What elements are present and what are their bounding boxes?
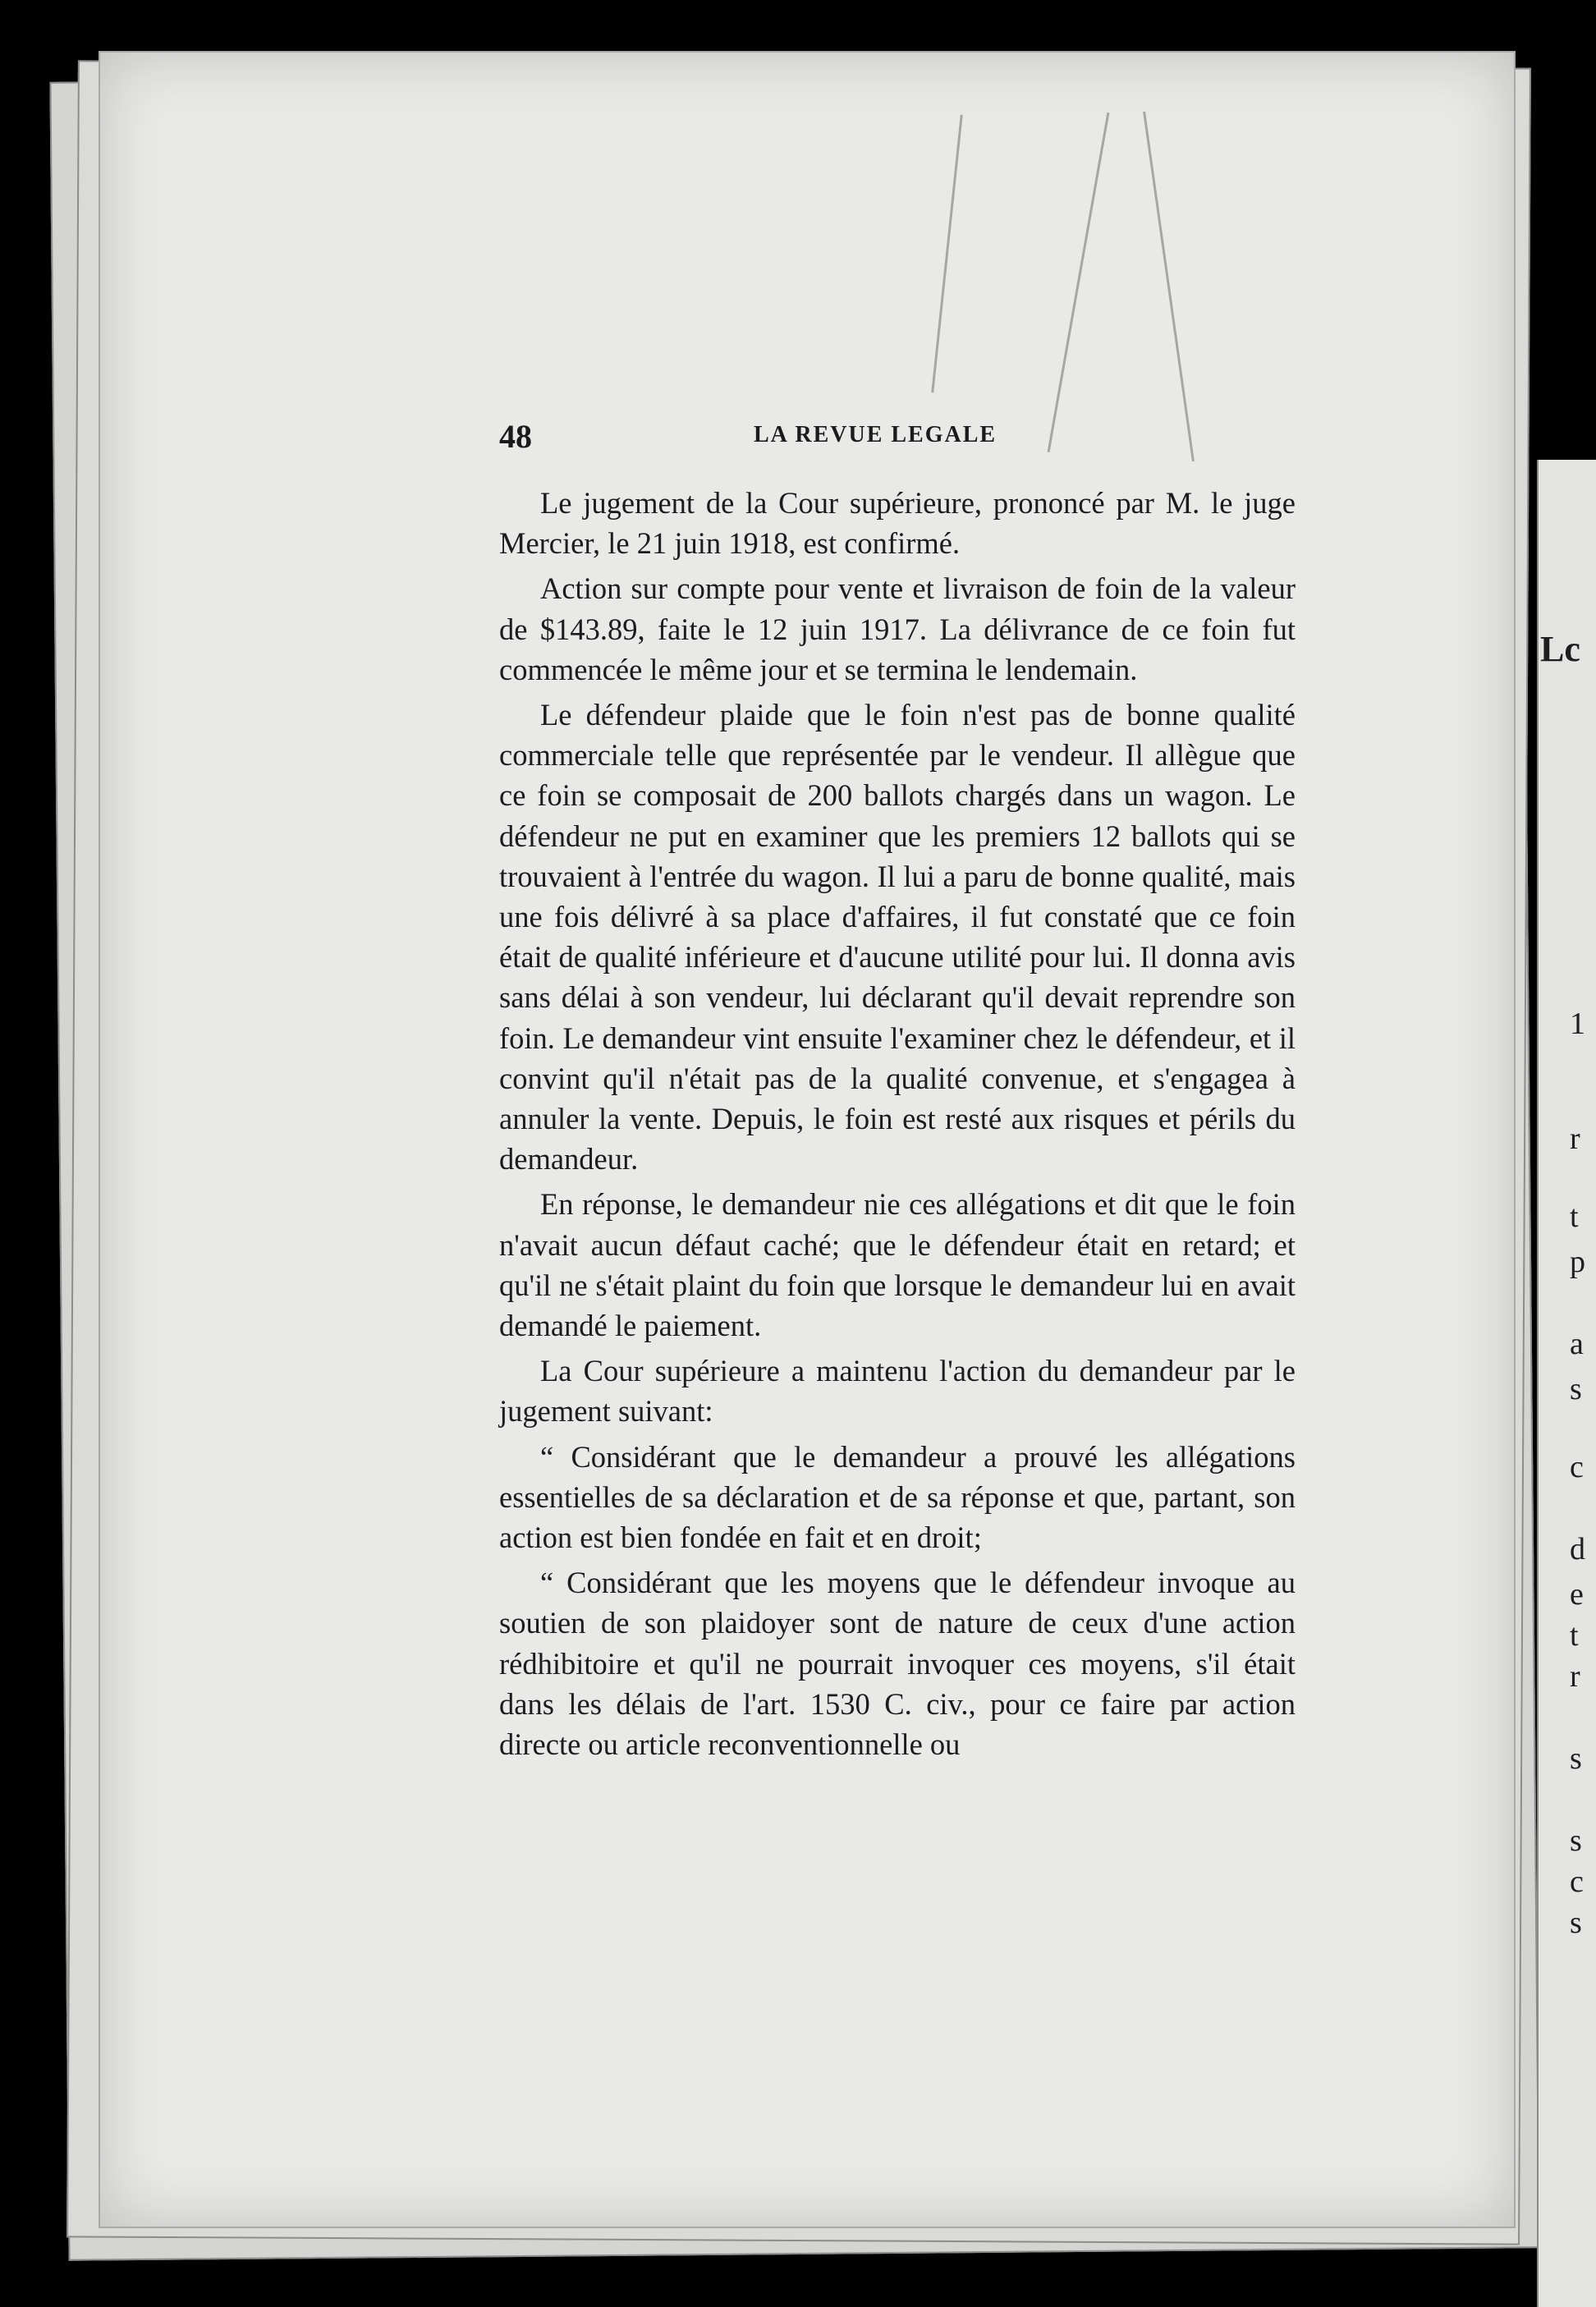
- next-page-fragment: [1537, 460, 1596, 2307]
- fragment-letter: d: [1570, 1532, 1585, 1566]
- page-crease: [931, 115, 963, 392]
- fragment-letter: c: [1570, 1864, 1584, 1899]
- fragment-letter: 1: [1570, 1007, 1585, 1041]
- running-title: LA REVUE LEGALE: [754, 422, 998, 447]
- page-crease: [1143, 112, 1195, 461]
- fragment-letter: Lc: [1540, 629, 1580, 669]
- fragment-letter: a: [1570, 1327, 1584, 1361]
- page-number: 48: [499, 418, 532, 455]
- page-body: [499, 483, 1296, 1769]
- fragment-letter: s: [1570, 1823, 1582, 1858]
- paragraph: “ Considérant que les moyens que le défendeur invoque au soutien de son plaidoyer sont de nature de ceux d'une action rédhibitoire et qu'il ne pourrait invoquer ces moyens, s'il était dans les délais de l'art. 1530 C. civ., pour ce faire par action directe ou article reconventionnelle ou: [499, 1566, 1296, 1762]
- fragment-letter: p: [1570, 1245, 1585, 1279]
- fragment-letter: e: [1570, 1577, 1584, 1612]
- fragment-letter: s: [1570, 1372, 1582, 1406]
- page-crease: [1048, 112, 1110, 452]
- paragraph: Le défendeur plaide que le foin n'est pas de bonne qualité commerciale telle que représentée par le vendeur. Il allègue que ce foin se composait de 200 ballots chargés dans un wagon. Le défendeur ne put en examiner que les premiers 12 ballots qui se trouvaient à l'entrée du wagon. Il lui a paru de bonne qualité, mais une fois délivré à sa place d'affaires, il fut constaté que ce foin était de qualité inférieure et d'aucune utilité pour lui. Il donna avis sans délai à son vendeur, lui déclarant qu'il devait reprendre son foin. Le demandeur vint ensuite l'examiner chez le défendeur, et il convint qu'il n'était pas de la qualité convenue, et s'engagea à annuler la vente. Depuis, le foin est resté aux risques et périls du demandeur.: [499, 698, 1296, 1176]
- paragraph: La Cour supérieure a maintenu l'action du demandeur par le jugement suivant:: [499, 1354, 1296, 1429]
- fragment-letter: t: [1570, 1199, 1579, 1234]
- fragment-letter: s: [1570, 1741, 1582, 1776]
- fragment-letter: t: [1570, 1618, 1579, 1653]
- fragment-letter: r: [1570, 1121, 1580, 1156]
- paragraph: En réponse, le demandeur nie ces allégations et dit que le foin n'avait aucun défaut caché; que le défendeur était en retard; et qu'il ne s'était plaint du foin que lorsque le demandeur lui en avait demandé le paiement.: [499, 1187, 1296, 1343]
- fragment-letter: s: [1570, 1906, 1582, 1940]
- paragraph: Le jugement de la Cour supérieure, prononcé par M. le juge Mercier, le 21 juin 1918, est confirmé.: [499, 486, 1296, 561]
- paragraph: “ Considérant que le demandeur a prouvé les allégations essentielles de sa déclaration et de sa réponse et que, partant, son action est bien fondée en fait et en droit;: [499, 1439, 1296, 1555]
- page-header: [499, 417, 1296, 456]
- paragraph: Action sur compte pour vente et livraison de foin de la valeur de $143.89, faite le 12 juin 1917. La délivrance de ce foin fut commencée le même jour et se termina le lendemain.: [499, 571, 1296, 686]
- fragment-letter: c: [1570, 1450, 1584, 1484]
- fragment-letter: r: [1570, 1659, 1580, 1694]
